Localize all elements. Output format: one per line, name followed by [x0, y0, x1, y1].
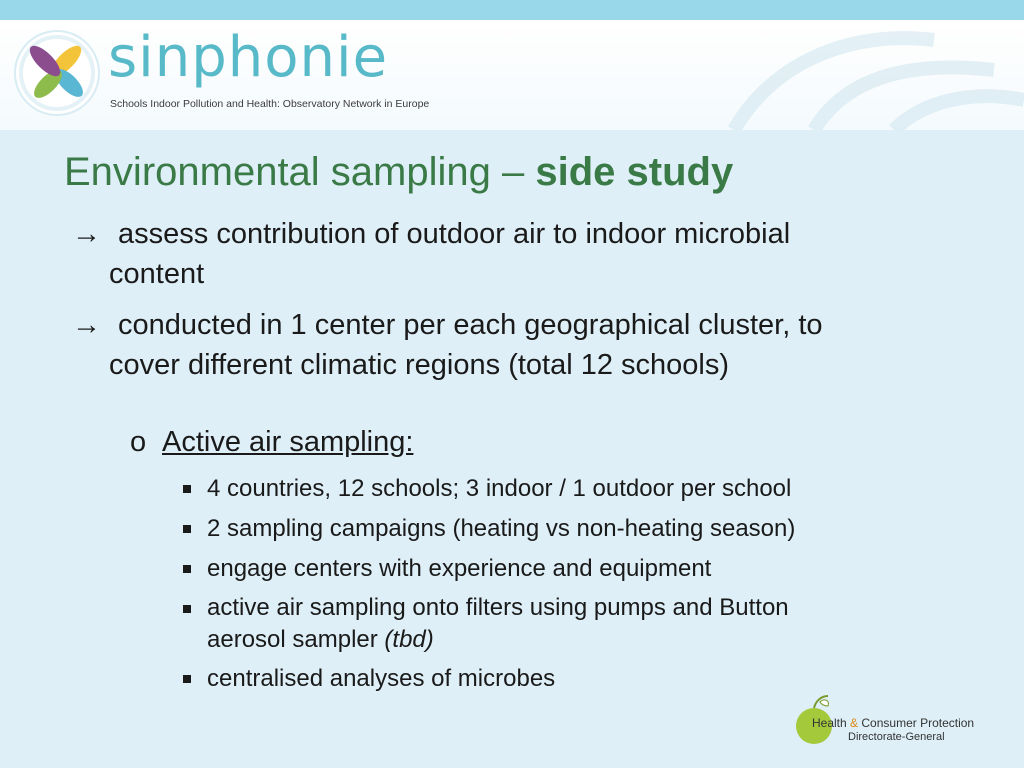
list-item-text: 2 sampling campaigns (heating vs non-heating season) — [207, 515, 796, 542]
square-bullet-icon — [183, 675, 191, 683]
sampling-details-list — [183, 472, 943, 702]
list-item — [183, 472, 943, 506]
slide-title-bold: side study — [535, 150, 734, 194]
bullet-center-per-cluster — [72, 305, 972, 385]
bullet-text: assess contribution of outdoor air to indoor microbial — [118, 218, 791, 250]
list-item-text: active air sampling onto filters using pumps and Button — [207, 594, 789, 621]
logo-wordmark: sinphonie — [108, 25, 389, 90]
list-item-text: 4 countries, 12 schools; 3 indoor / 1 outdoor per school — [207, 475, 792, 502]
square-bullet-icon — [183, 525, 191, 533]
top-band — [0, 0, 1024, 20]
list-item — [183, 552, 943, 586]
slide-title-main: Environmental sampling – — [64, 150, 536, 194]
list-item-text: centralised analyses of microbes — [207, 665, 556, 692]
list-item — [183, 662, 943, 696]
sub-heading-label: Active air sampling: — [162, 426, 414, 458]
square-bullet-icon — [183, 605, 191, 613]
list-item-text: engage centers with experience and equipment — [207, 555, 712, 582]
bullet-text-continued: content — [109, 258, 205, 290]
bullet-text: conducted in 1 center per each geographical cluster, to — [118, 309, 823, 341]
arrow-icon: → — [72, 309, 101, 341]
list-item-italic-note: (tbd) — [384, 626, 434, 653]
circle-bullet-icon: o — [130, 426, 147, 458]
footer-logo-title: Health & Consumer Protection — [812, 716, 975, 730]
bullet-outdoor-contribution — [72, 214, 972, 294]
square-bullet-icon — [183, 565, 191, 573]
bullet-text-continued: cover different climatic regions (total 12 schools) — [109, 349, 730, 381]
sinphonie-flower-logo-icon — [12, 28, 102, 118]
slide-title — [64, 150, 733, 195]
list-item-text-continued: aerosol sampler — [207, 626, 385, 653]
footer-logo-subtitle: Directorate-General — [848, 731, 945, 743]
arrow-icon: → — [72, 218, 101, 250]
decorative-swirl-graphic — [694, 20, 1024, 130]
logo-tagline: Schools Indoor Pollution and Health: Observatory Network in Europe — [110, 98, 430, 110]
sub-heading-active-air-sampling — [130, 426, 413, 459]
square-bullet-icon — [183, 485, 191, 493]
list-item — [183, 512, 943, 546]
list-item — [183, 592, 943, 656]
